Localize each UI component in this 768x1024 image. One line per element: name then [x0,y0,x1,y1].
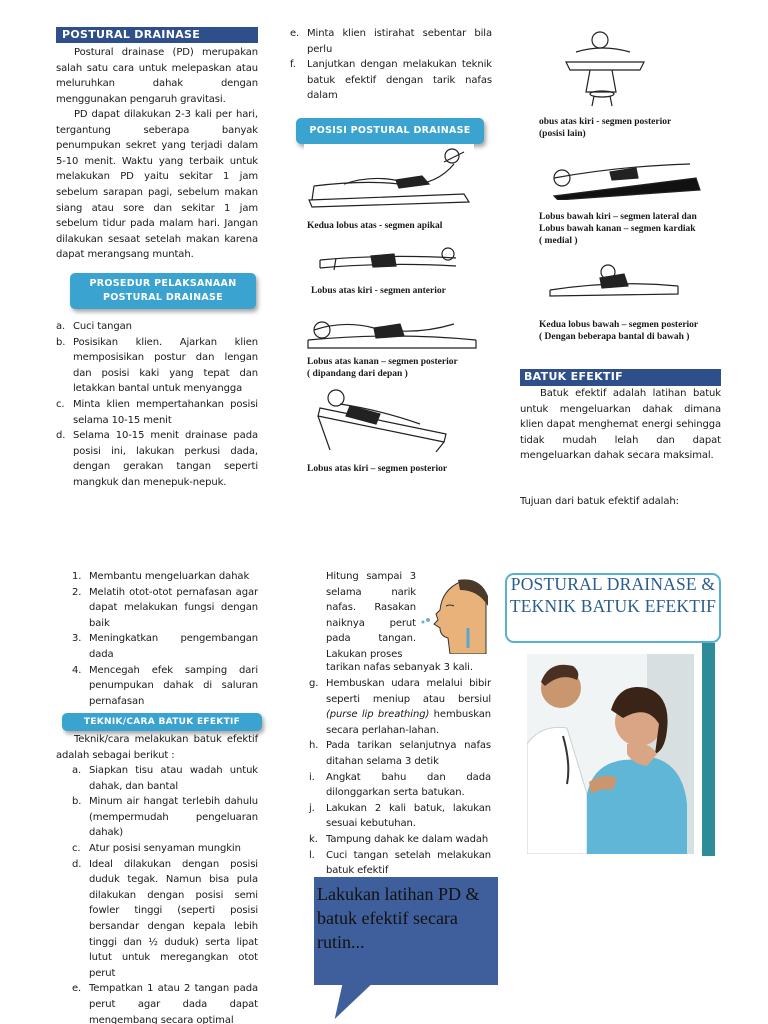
steps-e-f-list [290,26,492,104]
list-item [72,663,258,710]
list-marker: f. [290,59,296,71]
teknik-title-pill: TEKNIK/CARA BATUK EFEKTIF [62,713,262,731]
list-marker: h. [309,740,319,752]
list-text: Meningkatkan pengembangan dada [89,633,258,660]
cover-teal-band [702,643,715,856]
list-text: Membantu mengeluarkan dahak [89,571,250,582]
list-text: Angkat bahu dan dada dilonggarkan serta batukan. [326,771,491,799]
list-item [72,631,258,662]
list-marker: k. [309,833,318,845]
teknik-intro: Teknik/cara melakukan batuk efektif adalah sebagai berikut : [56,734,258,761]
list-marker: a. [56,321,66,332]
position-figure-lower-posterior [544,260,684,300]
position-figure-apical [304,144,474,210]
list-text: Tampung dahak ke dalam wadah [326,833,489,845]
list-item [290,26,492,57]
teknik-steps-list [72,763,258,1024]
list-item [72,857,258,982]
list-text: Siapkan tisu atau wadah untuk dahak, dan bantal [89,765,258,792]
batuk-efektif-paragraph: Batuk efektif adalah latihan batuk untuk mengeluarkan dahak dimana klien dapat menghemat energi sehingga tidak mudah lelah dan dapat mengeluarkan dahak secara maksimal. [520,388,721,462]
list-marker: 4. [72,664,82,676]
list-marker: 1. [72,571,82,582]
list-marker: g. [309,678,319,689]
list-marker: b. [56,336,66,348]
list-marker: i. [309,771,315,783]
list-marker: j. [309,802,315,814]
list-text: Hembuskan udara melalui bibir seperti meniup atau bersiul [326,678,491,705]
doctor-patient-photo [527,654,694,854]
position-figure-posterior-front [304,310,482,352]
tujuan-text: Tujuan dari batuk efektif adalah: [520,496,679,507]
list-text: Posisikan klien. Ajarkan klien memposisikan postur dan lengan dan posisi kaki yang tepat dan letakkan bantal untuk menyangga [73,336,258,395]
list-text: Cuci tangan setelah melakukan batuk efektif [326,849,491,877]
list-item [56,428,258,490]
caption-posterior-front-1: Lobus atas kanan – segmen posterior [307,357,458,367]
caption-anterior: Lobus atas kiri - segmen anterior [311,286,446,296]
list-item [72,585,258,632]
list-item [72,569,258,585]
list-marker: e. [72,983,82,995]
postural-drainase-heading: POSTURAL DRAINASE [56,27,258,43]
procedure-title-line1: PROSEDUR PELAKSANAAN [89,278,237,289]
list-text: Lanjutkan dengan melakukan teknik batuk efektif dengan tarik nafas dalam [307,59,492,102]
pd-definition-paragraph: Postural drainase (PD) merupakan salah satu cara untuk melepaskan atau meluruhkan dahak dengan menggunakan pengaruh gravitasi. [56,47,258,105]
positions-title-pill: POSISI POSTURAL DRAINASE [296,118,484,144]
list-text: Minta klien istirahat sebentar bila perlu [307,28,492,55]
steps-g-l-list [309,676,491,879]
list-text: Selama 10-15 menit drainase pada posisi ini, lakukan perkusi dada, dengan gerakan tangan seperti mangkuk dan menepuk-nepuk. [73,430,258,488]
list-item [72,794,258,841]
position-figure-anterior [316,240,462,276]
list-item [72,841,258,857]
list-marker: e. [290,28,300,39]
batuk-efektif-heading: BATUK EFEKTIF [520,369,721,386]
list-marker: l. [309,849,315,861]
list-text: Pada tarikan selanjutnya nafas ditahan selama 3 detik [326,740,491,767]
list-text: Ideal dilakukan dengan posisi duduk tegak. Namun bisa pula dilakukan dengan posisi semi fowler tinggi (seperti posisi bersandar dengan kepala lebih tinggi dan ½ duduk) serta lipat lutut untuk meregangkan otot perut [89,858,258,979]
reminder-text: Lakukan latihan PD & batuk efektif secara rutin... [317,884,480,952]
list-text: Melatih otot-otot pernafasan agar dapat melakukan fungsi dengan baik [89,586,258,629]
list-marker: c. [56,398,65,410]
caption-lower-posterior-2: ( Dengan beberapa bantal di bawah ) [539,332,690,342]
list-item [72,981,258,1024]
list-item [290,57,492,104]
list-marker: d. [72,858,82,870]
list-marker: 2. [72,586,82,598]
list-marker: a. [72,765,82,776]
list-item [309,801,491,832]
tarik-text: tarikan nafas sebanyak 3 kali. [326,662,473,673]
caption-lateral-2: Lobus bawah kanan – segmen kardiak [539,224,696,234]
list-text: Cuci tangan [73,321,132,332]
position-figure-posterior [310,384,456,454]
reminder-bubble [311,874,501,1024]
list-text: Mencegah efek samping dari penumpukan dahak di saluran pernafasan [89,664,258,707]
caption-lower-posterior-1: Kedua lobus bawah – segmen posterior [539,320,699,330]
caption-posterior-front-2: ( dipandang dari depan ) [307,369,408,379]
goals-list [72,569,258,709]
breathing-face-figure [420,576,490,654]
list-text: Minta klien mempertahankan posisi selama 10-15 menit [73,398,258,426]
caption-lateral-3: ( medial ) [539,236,578,246]
list-text-emphasis: (purse lip breathing) [326,709,430,721]
cover-title-box [505,573,721,643]
list-text: Tempatkan 1 atau 2 tangan pada perut agar dada dapat mengembang secara optimal [89,983,258,1024]
list-item [72,763,258,794]
procedure-title-line2: POSTURAL DRAINASE [103,292,223,303]
list-item [309,676,491,738]
list-item [309,770,491,801]
list-marker: b. [72,796,82,808]
list-item [56,335,258,397]
position-figure-sitting-leaning [556,22,652,108]
caption-apical: Kedua lobus atas - segmen apikal [307,221,443,231]
procedure-list [56,319,258,491]
caption-sitting-1: obus atas kiri - segmen posterior [539,117,672,127]
list-text: Atur posisi senyaman mungkin [89,842,241,854]
list-text: Lakukan 2 kali batuk, lakukan sesuai kebutuhan. [326,802,491,830]
list-item [309,832,491,848]
caption-posterior: Lobus atas kiri – segmen posterior [307,464,448,474]
list-marker: d. [56,430,66,442]
list-item [309,738,491,769]
list-marker: c. [72,842,81,854]
pd-schedule-paragraph: PD dapat dilakukan 2-3 kali per hari, tergantung seberapa banyak penumpukan sekret yang terjadi dalam 5-10 menit. Waktu yang terbaik untuk melakukan PD yaitu sekitar 1 jam sebelum sarapan pagi, sebelum makan siang atau sore dan sekitar 1 jam sebelum tidur pada malam hari. Jangan dilakukan sesaat setelah makan karena dapat merangsang muntah. [56,109,258,261]
procedure-title-pill [70,273,256,309]
hitung-paragraph: Hitung sampai 3 selama narik nafas. Rasakan naiknya perut pada tangan. Lakukan proses [326,571,416,660]
position-figure-lateral [540,148,710,200]
list-text: hembuskan secara perlahan-lahan. [326,709,491,736]
list-marker: 3. [72,633,82,645]
list-text: Minum air hangat terlebih dahulu (mempermudah pengeluaran dahak) [89,796,258,839]
caption-sitting-2: (posisi lain) [539,129,586,139]
caption-lateral-1: Lobus bawah kiri – segmen lateral dan [539,212,697,222]
list-item [56,397,258,428]
cover-title: POSTURAL DRAINASE & TEKNIK BATUK EFEKTIF [509,574,717,616]
list-item [56,319,258,335]
